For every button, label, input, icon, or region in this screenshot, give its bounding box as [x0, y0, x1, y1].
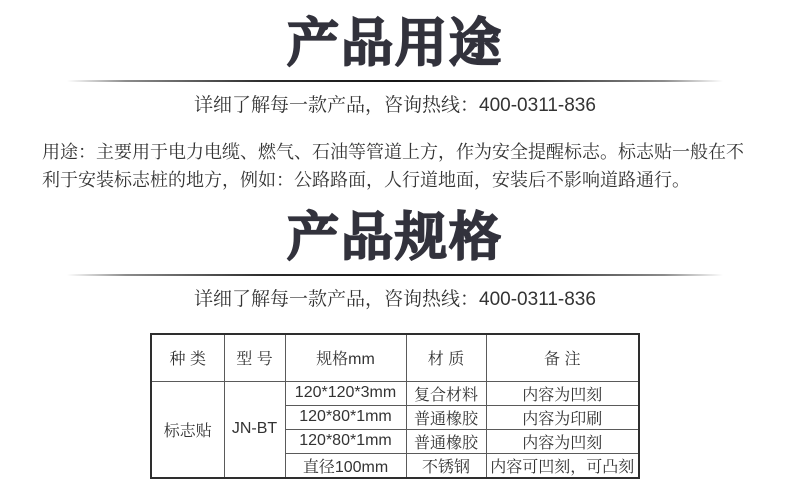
header-type: 种 类 [151, 334, 224, 381]
specs-section-title: 产品规格 [286, 209, 503, 267]
product-type-cell: 标志贴 [151, 381, 224, 478]
material-cell: 普通橡胶 [406, 405, 486, 429]
note-cell: 内容为印刷 [486, 405, 639, 429]
material-cell: 复合材料 [406, 381, 486, 405]
spec-table [150, 333, 640, 479]
header-note: 备 注 [486, 334, 639, 381]
spec-table-header-row [151, 334, 639, 381]
material-cell: 不锈钢 [406, 453, 486, 478]
section-product-specs [0, 194, 790, 479]
hotline-text: 详细了解每一款产品，咨询热线：400-0311-836 [194, 289, 596, 310]
table-row [151, 381, 639, 405]
header-spec: 规格mm [285, 334, 406, 381]
hotline-text: 详细了解每一款产品，咨询热线：400-0311-836 [194, 95, 596, 116]
usage-paragraph: 用途：主要用于电力电缆、燃气、石油等管道上方，作为安全提醒标志。标志贴一般在不利于安装标志桩的地方，例如：公路路面，人行道地面，安装后不影响道路通行。 [42, 142, 744, 190]
header-material: 材 质 [406, 334, 486, 381]
material-cell: 普通橡胶 [406, 429, 486, 453]
spec-cell: 120*80*1mm [285, 429, 406, 453]
section-product-usage [0, 0, 790, 194]
note-cell: 内容可凹刻，可凸刻 [486, 453, 639, 478]
title-divider [67, 274, 723, 276]
spec-cell: 120*120*3mm [285, 381, 406, 405]
title-divider [67, 80, 723, 82]
header-model: 型 号 [224, 334, 285, 381]
note-cell: 内容为凹刻 [486, 381, 639, 405]
model-cell: JN-BT [224, 381, 285, 478]
spec-cell: 直径100mm [285, 453, 406, 478]
usage-section-title: 产品用途 [286, 15, 503, 73]
note-cell: 内容为凹刻 [486, 429, 639, 453]
spec-cell: 120*80*1mm [285, 405, 406, 429]
